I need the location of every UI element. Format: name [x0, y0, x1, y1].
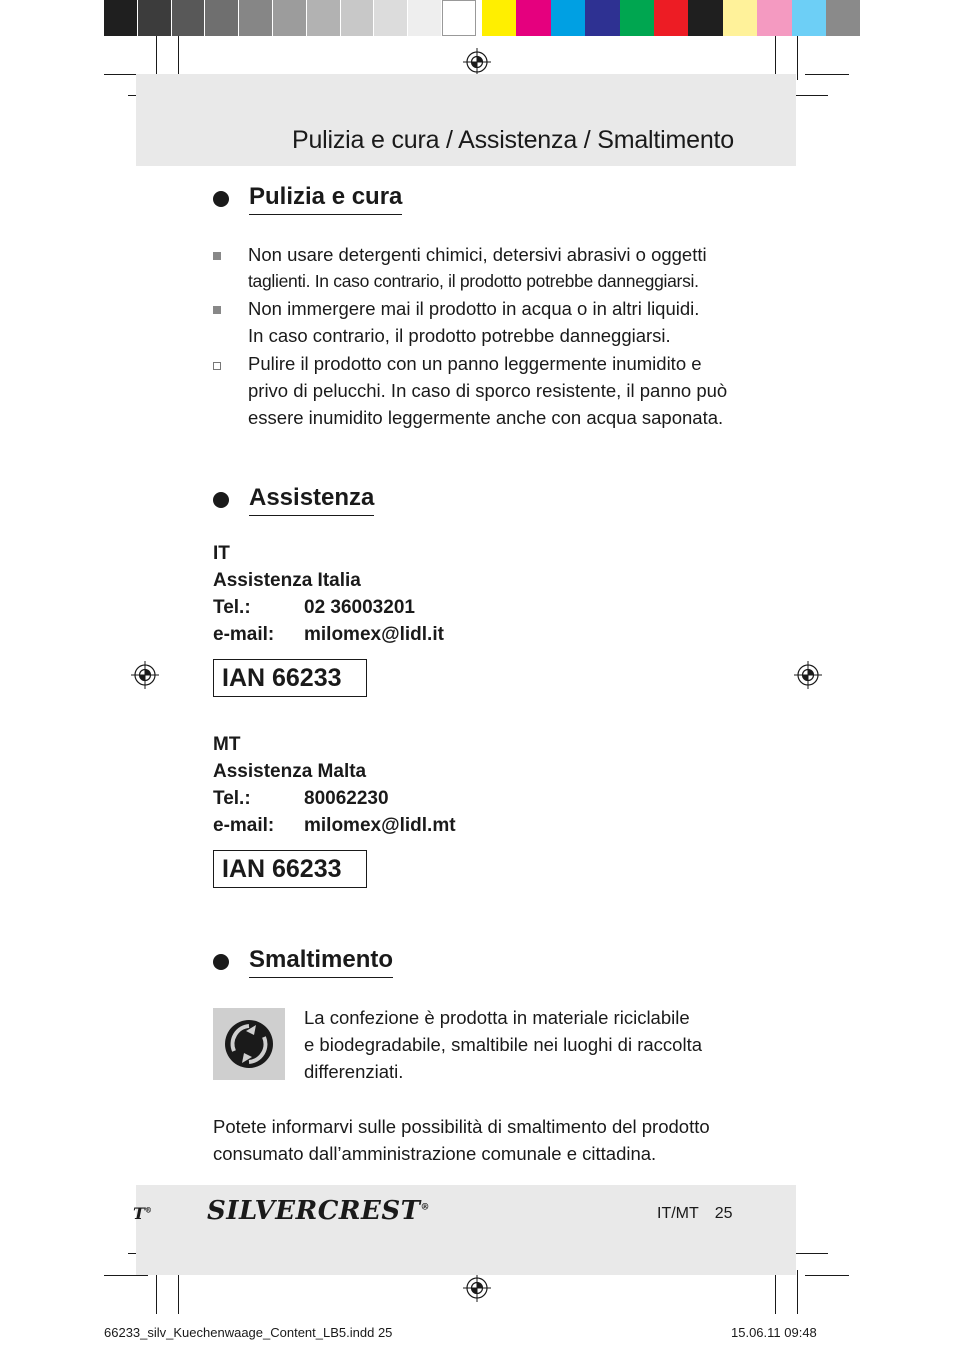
color-swatch	[442, 0, 476, 36]
registration-mark-icon	[131, 661, 159, 689]
color-swatch	[826, 0, 860, 36]
country-code: MT	[213, 734, 241, 755]
bullet-dot-icon	[213, 191, 229, 207]
gray-color-bar	[104, 0, 476, 36]
ian-badge: IAN 66233	[213, 850, 367, 888]
color-swatch	[516, 0, 550, 36]
color-swatch	[273, 0, 307, 36]
partial-logo	[133, 1204, 152, 1223]
ian-badge: IAN 66233	[213, 659, 367, 697]
country-code: IT	[213, 543, 230, 564]
bullet-dot-icon	[213, 492, 229, 508]
color-swatch	[792, 0, 826, 36]
partial-logo-letter: T	[133, 1204, 145, 1223]
section-heading-disposal	[213, 946, 393, 978]
color-swatch	[239, 0, 273, 36]
registered-mark: ®	[144, 1205, 152, 1215]
crop-mark	[792, 1253, 828, 1254]
bullet-line: In caso contrario, il prodotto potrebbe danneggiarsi.	[248, 325, 671, 346]
color-swatch	[723, 0, 757, 36]
paragraph-line: consumato dall’amministrazione comunale e cittadina.	[213, 1143, 657, 1164]
recycle-icon-box	[213, 1008, 285, 1080]
crop-mark	[805, 1275, 849, 1276]
bullet-line: Pulire il prodotto con un panno leggermente inumidito e	[248, 353, 702, 374]
color-swatch	[307, 0, 341, 36]
section-heading-cleaning	[213, 183, 402, 215]
crop-mark	[156, 1270, 157, 1314]
crop-mark	[805, 74, 849, 75]
crop-mark	[797, 1270, 798, 1314]
bullet-line: taglienti. In caso contrario, il prodotto potrebbe danneggiarsi.	[248, 271, 699, 291]
crop-mark	[178, 1270, 179, 1314]
section-heading-service	[213, 484, 374, 516]
registered-mark: ®	[420, 1202, 430, 1213]
phone-row	[213, 785, 456, 812]
color-swatch	[482, 0, 516, 36]
email-address: milomex@lidl.it	[304, 624, 444, 645]
bullet-dot-icon	[213, 954, 229, 970]
registration-mark-icon	[794, 661, 822, 689]
service-name: Assistenza Malta	[213, 761, 367, 782]
email-label: e-mail:	[213, 815, 275, 836]
crop-mark	[104, 1275, 148, 1276]
bullet-line: essere inumidito leggermente anche con acqua saponata.	[248, 407, 724, 428]
color-swatch	[341, 0, 375, 36]
bullet-line: privo di pelucchi. In caso di sporco resistente, il panno può	[248, 380, 728, 401]
page-reference	[657, 1205, 733, 1223]
phone-label: Tel.:	[213, 788, 251, 809]
recycle-icon	[222, 1017, 276, 1071]
color-swatch	[585, 0, 619, 36]
paragraph-line: differenziati.	[304, 1061, 404, 1082]
phone-number: 80062230	[304, 788, 389, 809]
email-label: e-mail:	[213, 624, 275, 645]
packaging-paragraph	[304, 1004, 744, 1085]
color-swatch	[757, 0, 791, 36]
color-swatch	[551, 0, 585, 36]
email-row	[213, 812, 456, 839]
disposal-info-paragraph	[213, 1113, 773, 1167]
color-swatch	[104, 0, 138, 36]
email-address: milomex@lidl.mt	[304, 815, 456, 836]
paragraph-line: La confezione è prodotta in materiale riciclabile	[304, 1007, 690, 1028]
phone-row	[213, 594, 444, 621]
crop-mark	[797, 36, 798, 80]
section-title: Pulizia e cura	[249, 183, 402, 215]
list-item	[213, 295, 773, 351]
phone-label: Tel.:	[213, 597, 251, 618]
page-number: 25	[714, 1205, 733, 1222]
slug-file: 66233_silv_Kuechenwaage_Content_LB5.indd 25	[104, 1325, 393, 1340]
section-title: Smaltimento	[249, 946, 393, 978]
locale-label: IT/MT	[657, 1205, 699, 1222]
contact-block-mt	[213, 731, 456, 839]
color-swatch	[620, 0, 654, 36]
phone-number: 02 36003201	[304, 597, 415, 618]
brand-logo	[207, 1196, 430, 1226]
paragraph-line: Potete informarvi sulle possibilità di smaltimento del prodotto	[213, 1116, 710, 1137]
crop-mark	[775, 1270, 776, 1314]
color-swatch	[408, 0, 442, 36]
contact-block-it	[213, 540, 444, 648]
color-swatch	[654, 0, 688, 36]
brand-name: SILVERCREST	[207, 1196, 421, 1226]
slug-date: 15.06.11 09:48	[731, 1325, 817, 1340]
bullet-line: Non usare detergenti chimici, detersivi abrasivi o oggetti	[248, 244, 707, 265]
square-bullet-icon	[213, 306, 221, 314]
color-swatch	[374, 0, 408, 36]
email-row	[213, 621, 444, 648]
square-bullet-icon	[213, 252, 221, 260]
list-item	[213, 350, 773, 434]
crop-mark	[792, 95, 828, 96]
bullet-line: Non immergere mai il prodotto in acqua o in altri liquidi.	[248, 298, 700, 319]
registration-mark-icon	[463, 1274, 491, 1302]
color-swatch	[172, 0, 206, 36]
process-color-bar	[482, 0, 860, 36]
registration-mark-icon	[463, 48, 491, 76]
paragraph-line: e biodegradabile, smaltibile nei luoghi di raccolta	[304, 1034, 702, 1055]
list-item	[213, 241, 773, 297]
page-title: Pulizia e cura / Assistenza / Smaltimento	[292, 126, 734, 154]
color-swatch	[205, 0, 239, 36]
color-swatch	[138, 0, 172, 36]
color-swatch	[688, 0, 722, 36]
checkbox-bullet-icon	[213, 362, 221, 370]
service-name: Assistenza Italia	[213, 570, 361, 591]
section-title: Assistenza	[249, 484, 374, 516]
